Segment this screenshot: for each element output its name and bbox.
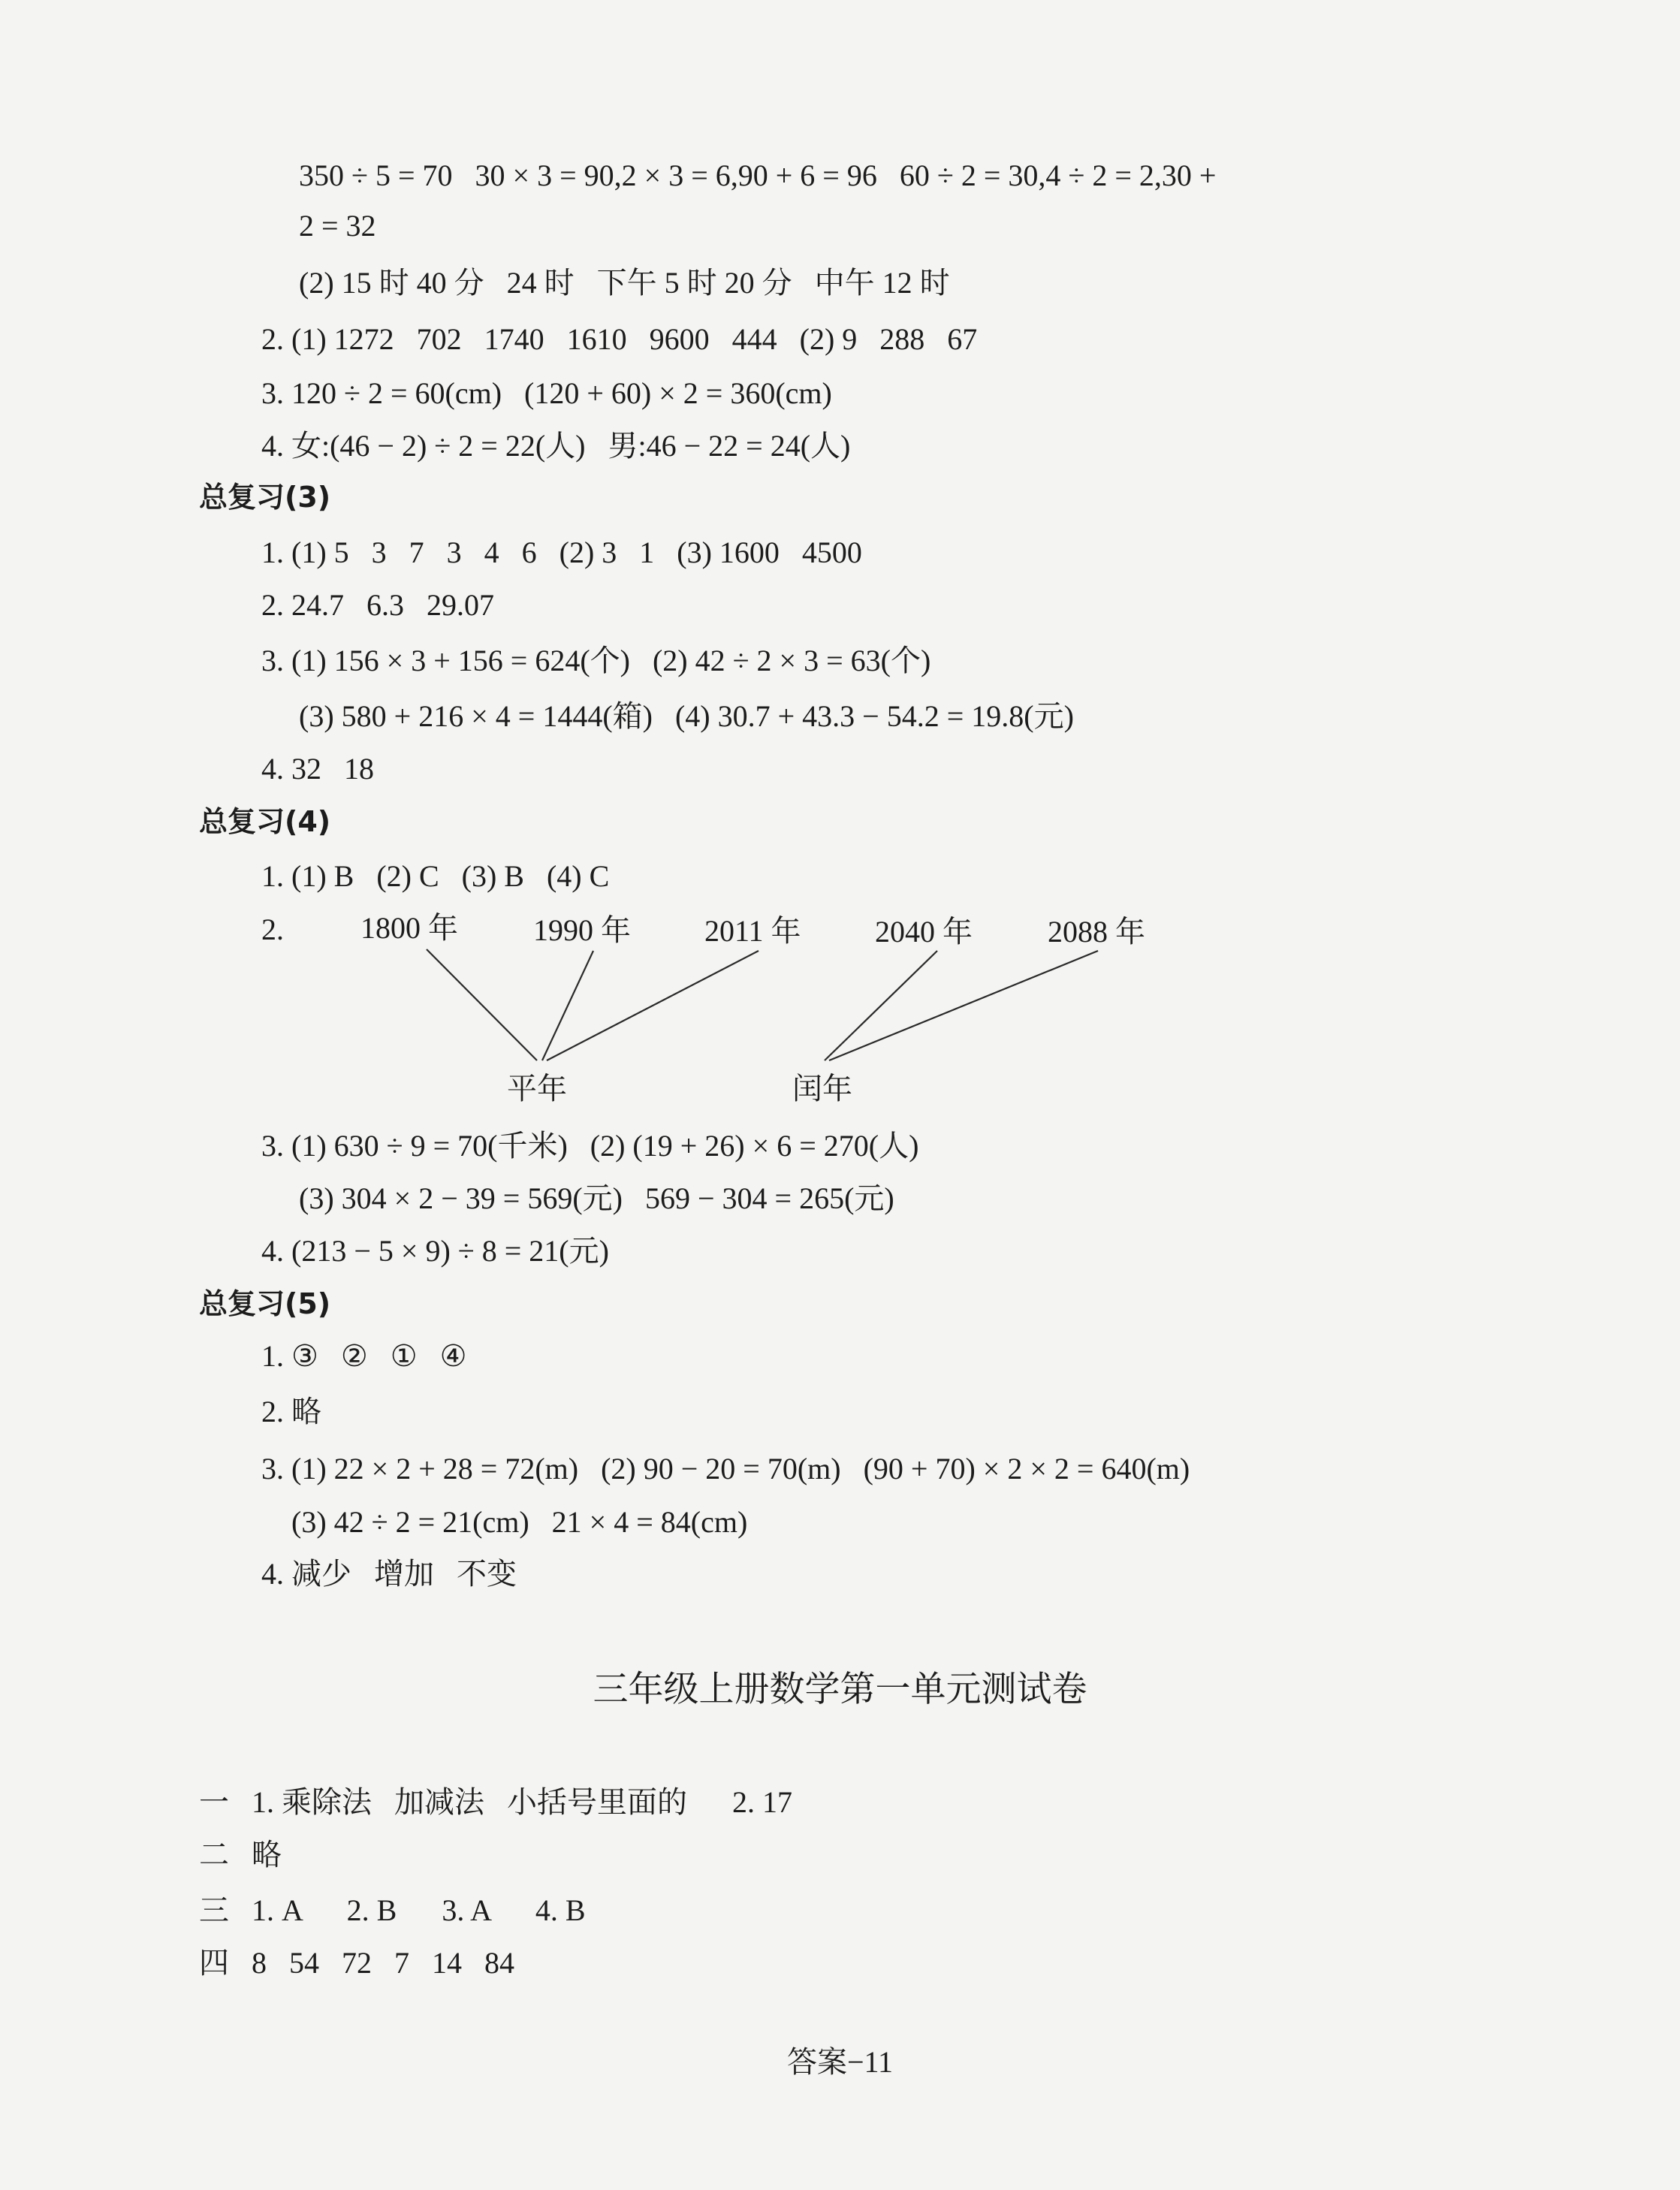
answer-line: 2. 略 [261,1395,321,1428]
answer-line: 350 ÷ 5 = 70 30 × 3 = 90,2 × 3 = 6,90 + 6 = 96 60 ÷ 2 = 30,4 ÷ 2 = 2,30 + [299,158,1217,192]
answer-line: 3. (1) 156 × 3 + 156 = 624(个) (2) 42 ÷ 2 × 3 = 63(个) [261,644,931,677]
answer-line: 3. (1) 630 ÷ 9 = 70(千米) (2) (19 + 26) × 6 = 270(人) [261,1129,919,1163]
answer-line: 4. 减少 增加 不变 [261,1557,517,1591]
connector-2088 [829,951,1098,1060]
year-label: 1800 年 [360,911,458,945]
answer-line: 三 1. A 2. B 3. A 4. B [199,1893,586,1927]
year-label: 2088 年 [1048,915,1145,949]
answer-line: (2) 15 时 40 分 24 时 下午 5 时 20 分 中午 12 时 [299,266,950,300]
connector-2040 [825,951,937,1060]
page-footer: 答案−11 [786,2045,894,2079]
answer-line: (3) 42 ÷ 2 = 21(cm) 21 × 4 = 84(cm) [291,1505,748,1539]
category-common-year: 平年 [507,1072,567,1106]
answer-line: 4. 女:(46 − 2) ÷ 2 = 22(人) 男:46 − 22 = 24(人) [261,429,851,463]
answer-line: 1. (1) B (2) C (3) B (4) C [261,859,610,893]
answer-line: 4. (213 − 5 × 9) ÷ 8 = 21(元) [261,1234,609,1268]
answer-line: 2. 24.7 6.3 29.07 [261,588,494,622]
answer-line: 1. ③ ② ① ④ [261,1339,467,1373]
year-label: 1990 年 [533,913,631,947]
answer-line: 一 1. 乘除法 加减法 小括号里面的 2. 17 [199,1785,792,1819]
section-heading-review4: 总复习(4) [199,805,331,838]
answer-line: 3. (1) 22 × 2 + 28 = 72(m) (2) 90 − 20 = 70(m) (90 + 70) × 2 × 2 = 640(m) [261,1452,1190,1486]
answer-line: 2. (1) 1272 702 1740 1610 9600 444 (2) 9 288 67 [261,322,978,356]
answer-line: 4. 32 18 [261,752,374,786]
answer-line: 四 8 54 72 7 14 84 [199,1946,514,1980]
connector-1990 [542,951,593,1060]
connector-2011 [547,951,759,1060]
section-heading-review3: 总复习(3) [199,481,331,514]
answer-line: 2 = 32 [299,209,376,243]
answer-line: (3) 304 × 2 − 39 = 569(元) 569 − 304 = 265(元) [299,1181,894,1215]
question-number: 2. [261,912,284,946]
answer-line: (3) 580 + 216 × 4 = 1444(箱) (4) 30.7 + 43.3 − 54.2 = 19.8(元) [299,699,1074,733]
year-label: 2040 年 [875,915,973,949]
section-heading-review5: 总复习(5) [199,1287,331,1320]
answer-line: 二 略 [199,1838,282,1872]
unit-test-title: 三年级上册数学第一单元测试卷 [593,1669,1087,1710]
category-leap-year: 闰年 [792,1072,852,1106]
answer-line: 3. 120 ÷ 2 = 60(cm) (120 + 60) × 2 = 360(cm) [261,376,832,410]
connector-1800 [427,949,537,1060]
answer-line: 1. (1) 5 3 7 3 4 6 (2) 3 1 (3) 1600 4500 [261,535,862,569]
year-label: 2011 年 [704,914,801,948]
